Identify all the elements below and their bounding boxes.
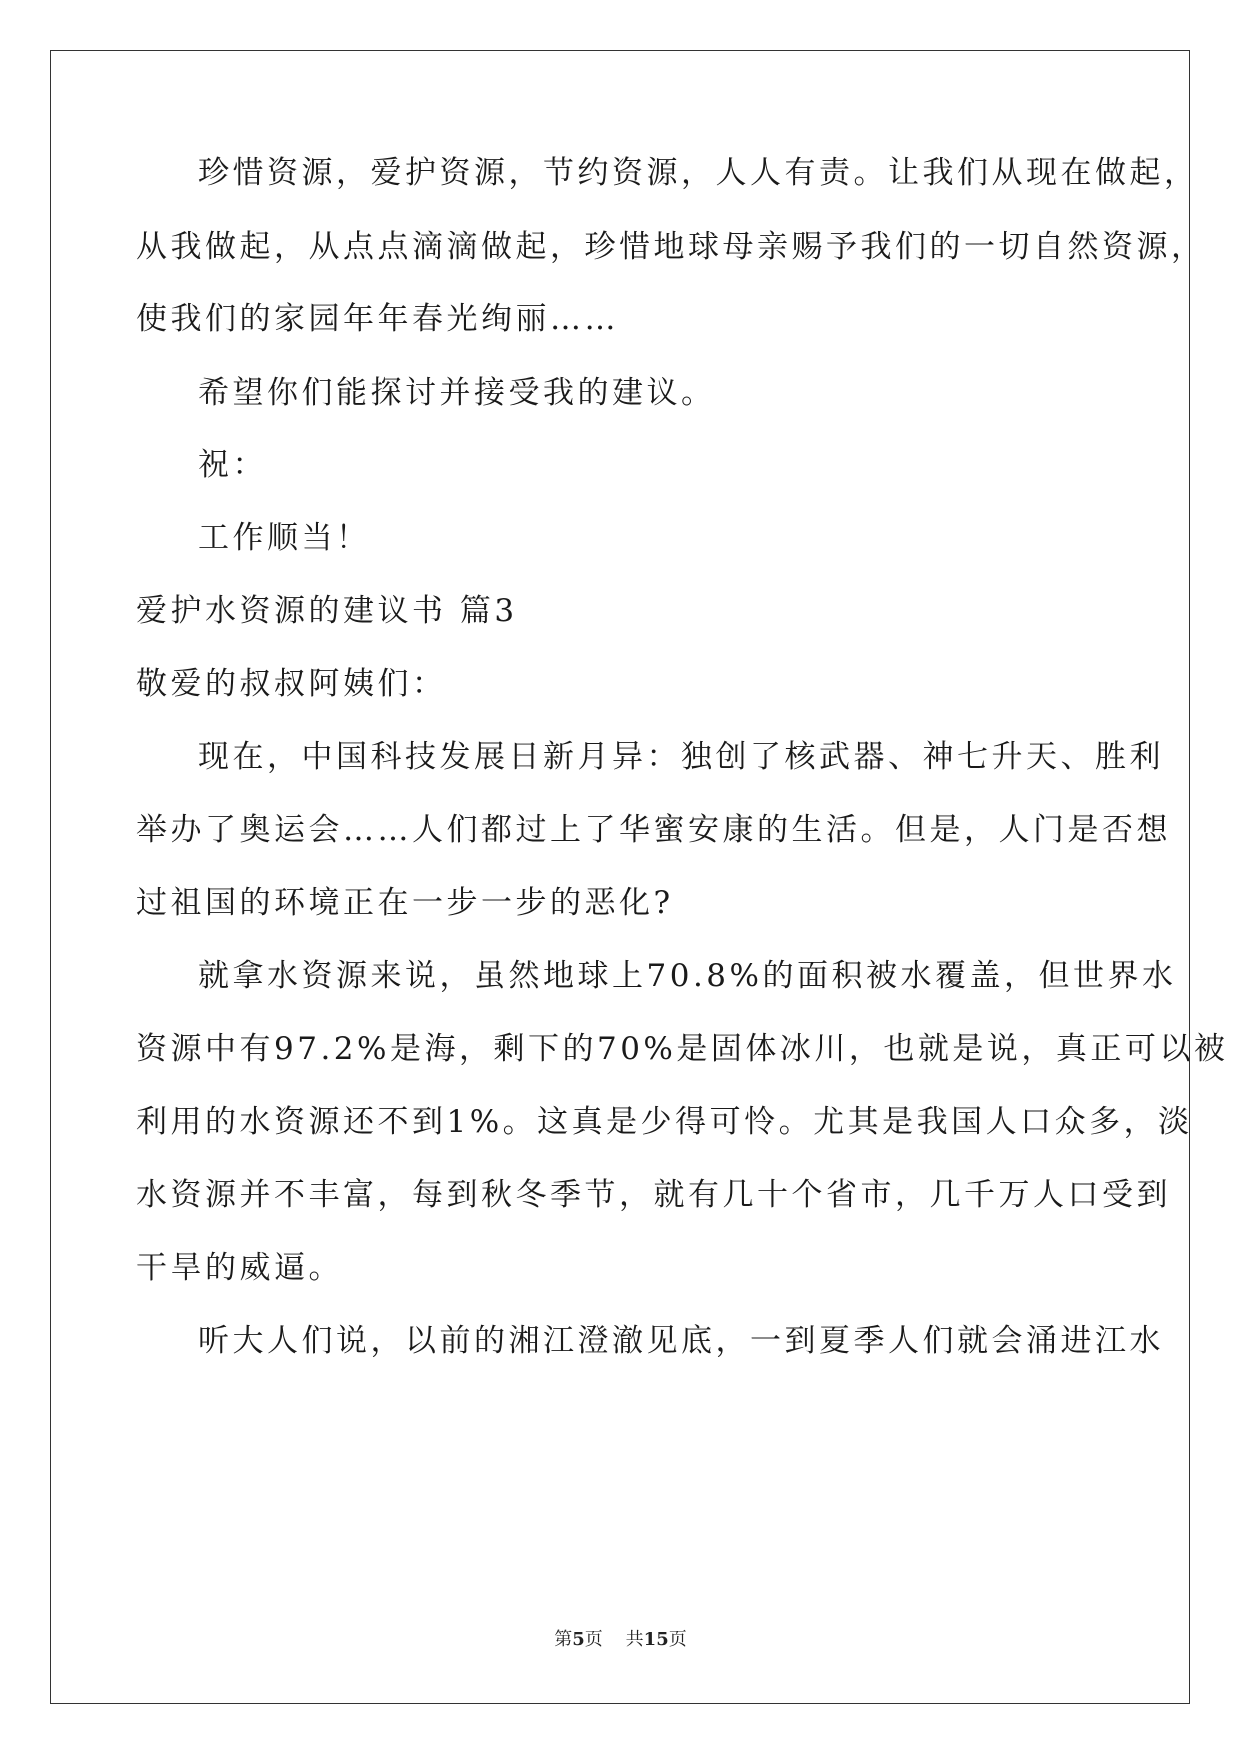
paragraph-line: 举办了奥运会……人们都过上了华蜜安康的生活。但是，人门是否想 xyxy=(136,812,1171,848)
paragraph-line: 使我们的家园年年春光绚丽…… xyxy=(136,301,619,337)
paragraph-line: 水资源并不丰富，每到秋冬季节，就有几十个省市，几千万人口受到 xyxy=(136,1177,1171,1213)
paragraph-line: 工作顺当！ xyxy=(198,520,371,556)
salutation: 敬爱的叔叔阿姨们： xyxy=(136,666,447,702)
paragraph-line: 利用的水资源还不到1%。这真是少得可怜。尤其是我国人口众多，淡 xyxy=(136,1104,1193,1140)
paragraph-line: 祝： xyxy=(198,447,267,483)
paragraph-line: 过祖国的环境正在一步一步的恶化? xyxy=(136,885,674,921)
paragraph-line: 干旱的威逼。 xyxy=(136,1250,343,1286)
total-suffix: 页 xyxy=(668,1629,687,1650)
paragraph-line: 现在，中国科技发展日新月异：独创了核武器、神七升天、胜利 xyxy=(198,739,1164,775)
page-prefix: 第 xyxy=(554,1629,573,1650)
page-suffix: 页 xyxy=(584,1629,603,1650)
total-prefix: 共 xyxy=(625,1629,644,1650)
page-footer xyxy=(0,1625,1241,1651)
paragraph-line: 希望你们能探讨并接受我的建议。 xyxy=(198,375,716,411)
page-number: 5 xyxy=(572,1629,585,1650)
paragraph-line: 听大人们说，以前的湘江澄澈见底，一到夏季人们就会涌进江水 xyxy=(198,1323,1164,1359)
paragraph-line: 资源中有97.2%是海，剩下的70%是固体冰川，也就是说，真正可以被 xyxy=(136,1031,1229,1067)
total-pages: 15 xyxy=(643,1629,669,1650)
section-heading: 爱护水资源的建议书 篇3 xyxy=(136,593,518,629)
paragraph-line: 就拿水资源来说，虽然地球上70.8%的面积被水覆盖，但世界水 xyxy=(198,958,1177,994)
paragraph-line: 从我做起，从点点滴滴做起，珍惜地球母亲赐予我们的一切自然资源， xyxy=(136,229,1206,265)
paragraph-line: 珍惜资源，爱护资源，节约资源，人人有责。让我们从现在做起， xyxy=(198,155,1199,191)
page-border xyxy=(50,50,1190,1704)
